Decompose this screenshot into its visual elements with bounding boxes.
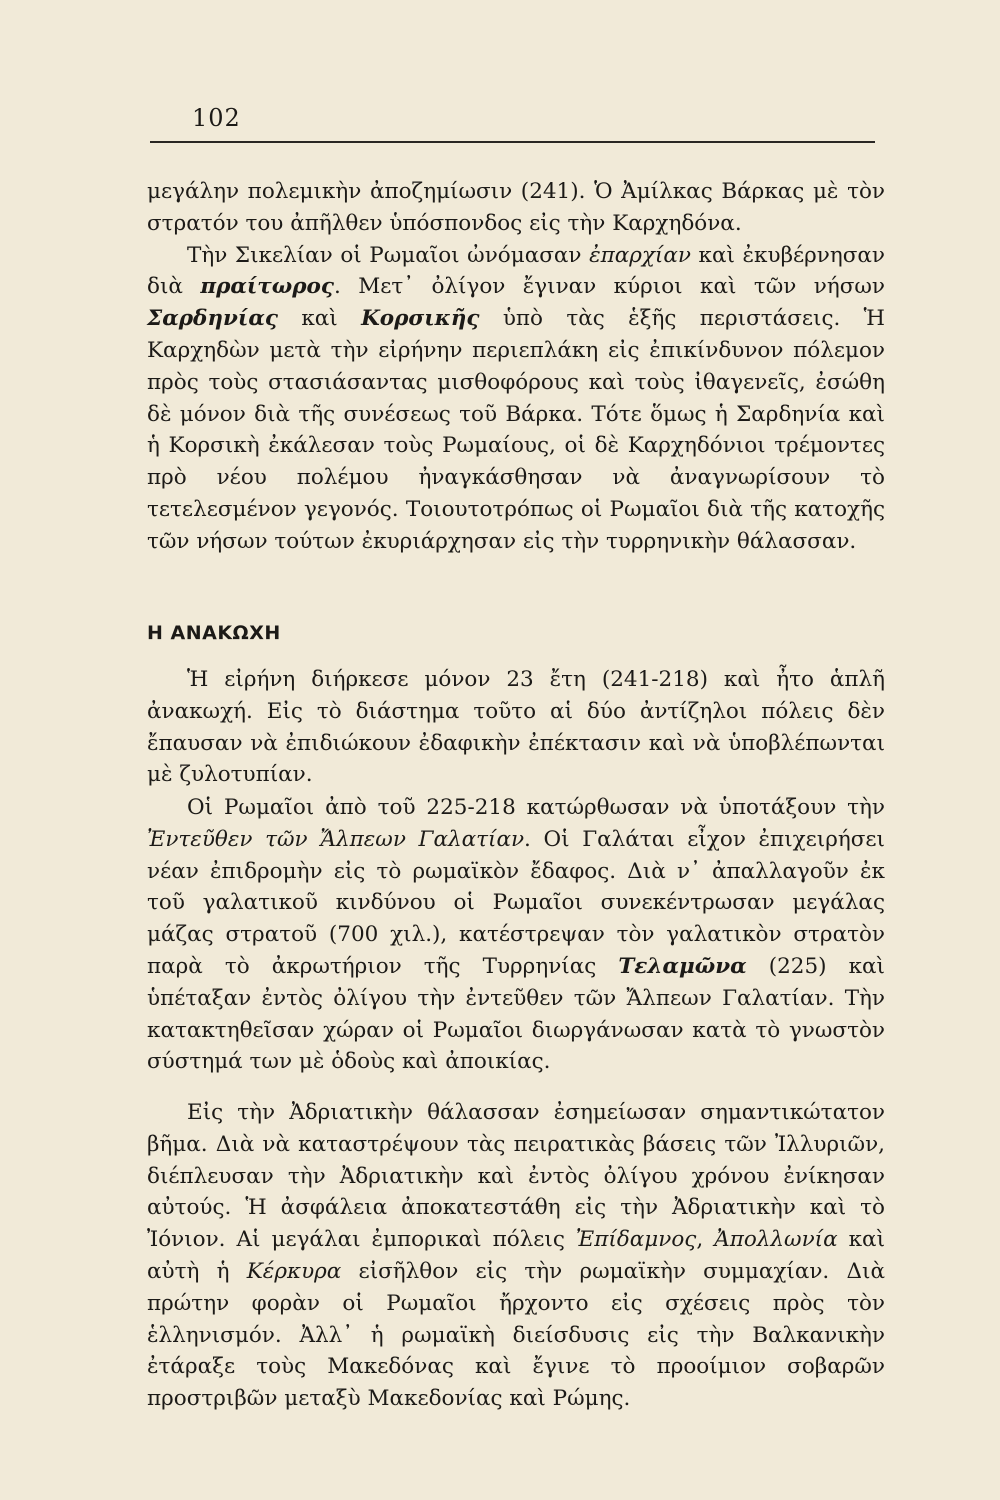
emphasis-cisalpine-gaul: Ἐντεῦθεν τῶν Ἄλπεων Γαλατίαν: [147, 826, 525, 852]
text-block-top: [147, 176, 885, 558]
page-number: 102: [192, 104, 241, 132]
section-heading: Η ΑΝΑΚΩΧΗ: [147, 622, 281, 644]
text-run: (225) καὶ ὑπέταξαν ἐντὸς ὀλίγου τὴν ἐντεῦθεν τῶν Ἄλπεων Γαλατίαν. Τὴν κατακτηθεῖσαν χώραν οἱ Ρωμαῖοι διωργάνωσαν κατὰ τὸ γνωστὸν σύστημά των μὲ ὁδοὺς καὶ ἀποικίας.: [147, 953, 885, 1075]
paragraph-5: [147, 1097, 885, 1415]
emphasis-praitoros: πραίτωρος: [200, 274, 334, 300]
emphasis-apollonia: Ἀπολλωνία: [714, 1227, 838, 1253]
text-run: μεγάλην πολεμικὴν ἀποζημίωσιν (241). Ὁ Ἀμίλκας Βάρκας μὲ τὸν στρατόν του ἀπῆλθεν ὑπόσπονδος εἰς τὴν Καρχηδόνα.: [147, 179, 885, 236]
header-rule: [150, 141, 875, 143]
emphasis-kerkyra: Κέρκυρα: [246, 1258, 342, 1284]
text-run: εἰσῆλθον εἰς τὴν ρωμαϊκὴν συμμαχίαν. Διὰ πρώτην φορὰν οἱ Ρωμαῖοι ἤρχοντο εἰς σχέσεις πρὸς τὸν ἑλληνισμόν. Ἀλλ᾿ ἡ ρωμαϊκὴ διείσδυσις εἰς τὴν Βαλκανικὴν ἐτάραξε τοὺς Μακεδόνας καὶ ἔγινε τὸ προοίμιον σοβαρῶν προστριβῶν μεταξὺ Μακεδονίας καὶ Ρώμης.: [147, 1258, 885, 1412]
text-block-gaul: [147, 792, 885, 1078]
paragraph-3: [147, 664, 885, 791]
emphasis-sardinia: Σαρδηνίας: [147, 306, 278, 332]
emphasis-eparchia: ἐπαρχίαν: [589, 242, 691, 268]
text-run: ,: [696, 1227, 715, 1253]
emphasis-corsica: Κορσικῆς: [361, 306, 480, 332]
text-run: Ἡ εἰρήνη διήρκεσε μόνον 23 ἔτη (241-218) καὶ ἦτο ἁπλῆ ἀνακωχή. Εἰς τὸ διάστημα τοῦτο αἱ δύο ἀντίζηλοι πόλεις δὲν ἔπαυσαν νὰ ἐπιδιώκουν ἐδαφικὴν ἐπέκτασιν καὶ νὰ ὑποβλέπωνται μὲ ζυλοτυπίαν.: [147, 667, 885, 788]
paragraph-1: [147, 176, 885, 240]
emphasis-telamon: Τελαμῶνα: [618, 953, 747, 979]
emphasis-epidamnos: Ἐπίδαμνος: [575, 1227, 697, 1253]
text-run: Οἱ Ρωμαῖοι ἀπὸ τοῦ 225-218 κατώρθωσαν νὰ ὑποτάξουν τὴν: [187, 795, 885, 820]
text-run: ὑπὸ τὰς ἑξῆς περιστάσεις. Ἡ Καρχηδὼν μετὰ τὴν εἰρήνην περιεπλάκη εἰς ἐπικίνδυνον πόλεμον πρὸς τοὺς στασιάσαντας μισθοφόρους καὶ τοὺς ἰθαγενεῖς, ἐσώθη δὲ μόνον διὰ τῆς συνέσεως τοῦ Βάρκα. Τότε ὅμως ἡ Σαρδηνία καὶ ἡ Κορσικὴ ἐκάλεσαν τοὺς Ρωμαίους, οἱ δὲ Καρχηδόνιοι τρέμοντες πρὸ νέου πολέμου ἠναγκάσθησαν νὰ ἀναγνωρίσουν τὸ τετελεσμένον γεγονός. Τοιουτοτρόπως οἱ Ρωμαῖοι διὰ τῆς κατοχῆς τῶν νήσων τούτων ἐκυριάρχησαν εἰς τὴν τυρρηνικὴν θάλασσαν.: [147, 306, 885, 554]
text-run: καὶ αὐτὴ ἡ: [147, 1227, 885, 1284]
text-run: Εἰς τὴν Ἀδριατικὴν θάλασσαν ἐσημείωσαν σημαντικώτατον βῆμα. Διὰ νὰ καταστρέψουν τὰς πειρατικὰς βάσεις τῶν Ἰλλυριῶν, διέπλευσαν τὴν Ἀδριατικὴν καὶ ἐντὸς ὀλίγου χρόνου ἐνίκησαν αὐτούς. Ἡ ἀσφάλεια ἀποκατεστάθη εἰς τὴν Ἀδριατικὴν καὶ τὸ Ἰόνιον. Αἱ μεγάλαι ἐμπορικαὶ πόλεις: [147, 1100, 885, 1253]
text-block-truce: [147, 664, 885, 791]
text-run: Τὴν Σικελίαν οἱ Ρωμαῖοι ὠνόμασαν: [187, 242, 590, 268]
paragraph-4: [147, 792, 885, 1078]
text-block-adriatic: [147, 1097, 885, 1415]
text-run: . Οἱ Γαλάται εἶχον ἐπιχειρήσει νέαν ἐπιδρομὴν εἰς τὸ ρωμαϊκὸν ἔδαφος. Διὰ ν᾿ ἀπαλλαγοῦν ἐκ τοῦ γαλατικοῦ κινδύνου οἱ Ρωμαῖοι συνεκέντρωσαν μεγάλας μάζας στρατοῦ (700 χιλ.), κατέστρεψαν τὸν γαλατικὸν στρατὸν παρὰ τὸ ἀκρωτήριον τῆς Τυρρηνίας: [147, 826, 885, 979]
paragraph-2: [147, 240, 885, 558]
text-run: καὶ ἐκυβέρνησαν διὰ: [147, 242, 885, 300]
text-run: καὶ: [277, 306, 362, 332]
text-run: . Μετ᾿ ὀλίγον ἔγιναν κύριοι καὶ τῶν νήσων: [333, 274, 886, 300]
